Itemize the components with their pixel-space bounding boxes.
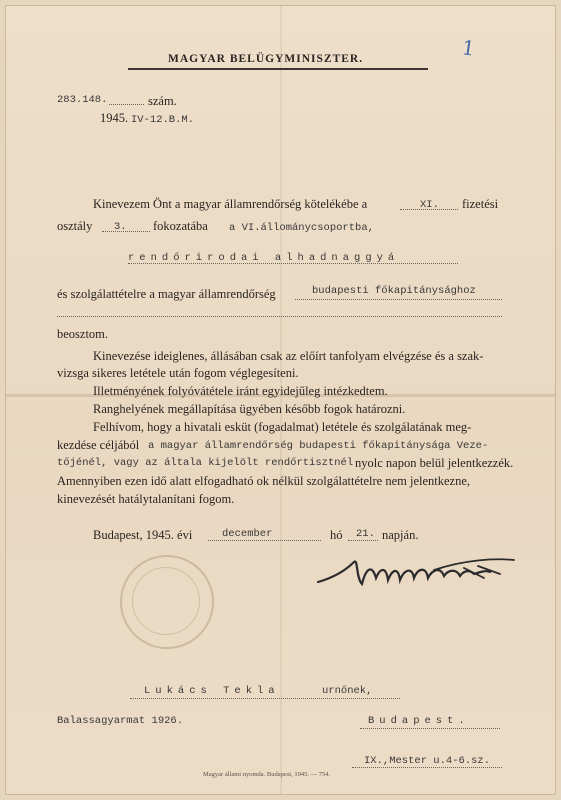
rank-dotline bbox=[128, 263, 458, 264]
reference-szam: szám. bbox=[148, 94, 177, 108]
paragraph-5-line2: kinevezését hatálytalanítani fogom. bbox=[57, 492, 235, 506]
corner-pencil-mark: 1 bbox=[460, 35, 477, 61]
fold-crease-vertical bbox=[280, 6, 282, 794]
dateline-month-dotline bbox=[208, 540, 321, 541]
appointment-line2-a: osztály bbox=[57, 219, 93, 233]
reference-year: 1945. bbox=[100, 111, 129, 125]
dateline-napjan: napján. bbox=[382, 528, 419, 542]
assignment-dotline-2 bbox=[57, 316, 502, 317]
paragraph-1-line1: Kinevezése ideiglenes, állásában csak az előírt tanfolyam elvégzése és a szak- bbox=[93, 349, 484, 363]
appointment-line1-a: Kinevezem Önt a magyar államrendőrség kötelékébe a bbox=[93, 197, 368, 211]
dateline-day: 21. bbox=[356, 528, 375, 540]
grade: 3. bbox=[114, 221, 127, 233]
recipient-address-dotline bbox=[352, 767, 502, 768]
paragraph-4-line3-b: nyolc napon belül jelentkezzék. bbox=[355, 456, 514, 470]
signature bbox=[314, 548, 519, 598]
appointment-beosztom: beosztom. bbox=[57, 327, 109, 341]
paragraph-5-line1: Amennyiben ezen idő alatt elfogadható ok nélkül szolgálattételre nem jelentkezne, bbox=[57, 474, 471, 488]
salary-class: XI. bbox=[420, 199, 439, 211]
recipient-name: Lukács Tekla bbox=[144, 685, 280, 697]
assignment: budapesti főkapitánysághoz bbox=[312, 285, 476, 297]
paragraph-2: Illetményének folyóvátétele iránt egyidejűleg intézkedtem. bbox=[93, 384, 388, 398]
appointment-line2-b: fokozatába bbox=[153, 219, 208, 233]
embossed-seal bbox=[120, 555, 214, 649]
oath-location-typed-2: tőjénél, vagy az általa kijelölt rendőrtisztnél bbox=[57, 457, 354, 469]
recipient-address: IX.,Mester u.4-6.sz. bbox=[364, 755, 491, 767]
recipient-birthplace: Balassagyarmat 1926. bbox=[57, 715, 184, 727]
reference-number: 283.148. bbox=[57, 94, 108, 106]
dateline-day-dotline bbox=[348, 540, 378, 541]
document-sheet bbox=[6, 6, 555, 794]
rank: rendőrirodai alhadnaggyá bbox=[128, 252, 400, 264]
reference-code: IV-12.B.M. bbox=[131, 114, 195, 126]
oath-location-typed-1: a magyar államrendőrség budapesti főkapitánysága Veze- bbox=[148, 440, 489, 452]
recipient-city-dotline bbox=[360, 728, 500, 729]
letterhead-rule bbox=[128, 68, 428, 70]
staff-group: a VI.állománycsoportba, bbox=[229, 222, 374, 234]
paragraph-4-line1: Felhívom, hogy a hivatali esküt (fogadalmat) letétele és szolgálatának meg- bbox=[93, 420, 472, 434]
recipient-name-suffix: urnőnek, bbox=[322, 685, 373, 697]
appointment-line4-a: és szolgálattételre a magyar államrendőrség bbox=[57, 287, 276, 301]
dateline-ho: hó bbox=[330, 528, 343, 542]
paragraph-4-line2-a: kezdése céljából bbox=[57, 438, 140, 452]
appointment-line1-b: fizetési bbox=[462, 197, 499, 211]
paragraph-3: Ranghelyének megállapítása ügyében később fogok határozni. bbox=[93, 402, 406, 416]
letterhead-title: MAGYAR BELÜGYMINISZTER. bbox=[168, 53, 364, 65]
reference-dotline bbox=[109, 104, 144, 105]
dateline-city: Budapest, 1945. évi bbox=[93, 528, 193, 542]
recipient-city: Budapest. bbox=[368, 715, 470, 727]
recipient-name-dotline bbox=[130, 698, 400, 699]
assignment-dotline bbox=[295, 299, 502, 300]
paragraph-1-line2: vizsga sikeres letétele után fogom véglegesíteni. bbox=[57, 366, 299, 380]
dateline-month: december bbox=[222, 528, 273, 540]
printer-imprint: Magyar állami nyomda. Budapest, 1945. — 754. bbox=[203, 771, 331, 778]
